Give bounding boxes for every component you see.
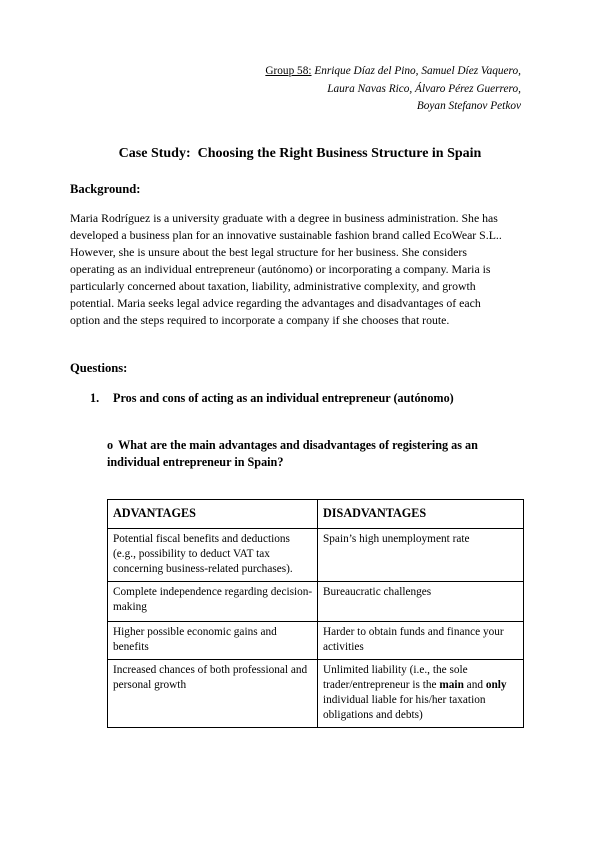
table-row — [108, 660, 524, 728]
sub-question-text-1: What are the main advantages and disadvantages of registering as an — [118, 438, 478, 452]
table-row — [108, 622, 524, 660]
paragraph-line: However, she is unsure about the best legal structure for her business. She considers — [70, 245, 467, 259]
disadvantage-text-post: individual liable for his/her taxation obligations and debts) — [323, 694, 486, 721]
disadvantage-cell — [318, 660, 524, 728]
sub-question-line-1 — [107, 437, 478, 454]
names-line-1: Enrique Díaz del Pino, Samuel Díez Vaquero, — [314, 65, 521, 77]
disadvantage-bold-main: main — [439, 679, 464, 691]
advantage-cell: Complete independence regarding decision-making — [108, 582, 318, 622]
disadvantage-text-pre: Unlimited liability (i.e., the sole trader/entrepreneur is the — [323, 664, 468, 691]
table-row — [108, 582, 524, 622]
question-text: Pros and cons of acting as an individual entrepreneur (autónomo) — [113, 391, 454, 405]
table-header-disadvantages: DISADVANTAGES — [318, 500, 524, 529]
advantages-disadvantages-table — [107, 499, 524, 728]
disadvantage-cell: Harder to obtain funds and finance your activities — [318, 622, 524, 660]
bullet-o-icon: o — [107, 438, 114, 452]
paragraph-line: operating as an individual entrepreneur (autónomo) or incorporating a company. Maria is — [70, 262, 491, 276]
questions-heading: Questions: — [70, 361, 128, 375]
attribution-line-2: Laura Navas Rico, Álvaro Pérez Guerrero, — [327, 82, 521, 95]
header-attribution — [265, 63, 521, 116]
disadvantage-text-mid: and — [463, 679, 486, 691]
document-title: Case Study: Choosing the Right Business Structure in Spain — [118, 146, 482, 161]
attribution-line-3: Boyan Stefanov Petkov — [416, 100, 521, 112]
paragraph-line: Maria Rodríguez is a university graduate with a degree in business administration. She has — [70, 211, 498, 225]
background-heading: Background: — [70, 182, 141, 196]
disadvantage-bold-only: only — [485, 679, 507, 691]
paragraph-line: developed a business plan for an innovative sustainable fashion brand called EcoWear S.L.. — [70, 228, 502, 242]
table-row — [108, 529, 524, 582]
question-item-1 — [90, 391, 454, 406]
attribution-line-1 — [265, 63, 521, 81]
question-number: 1. — [90, 391, 100, 405]
background-paragraph — [70, 210, 502, 329]
group-label: Group 58: — [265, 65, 312, 77]
sub-question — [107, 437, 478, 471]
paragraph-line: potential. Maria seeks legal advice regarding the advantages and disadvantages of each — [70, 296, 481, 310]
table-header-advantages: ADVANTAGES — [108, 500, 318, 529]
paragraph-line: option and the steps required to incorporate a company if she chooses that route. — [70, 313, 450, 327]
paragraph-line: particularly concerned about taxation, liability, administrative complexity, and growth — [70, 279, 476, 293]
advantage-cell: Higher possible economic gains and benefits — [108, 622, 318, 660]
disadvantage-cell: Spain’s high unemployment rate — [318, 529, 524, 582]
sub-question-line-2: individual entrepreneur in Spain? — [107, 455, 284, 469]
advantage-cell: Increased chances of both professional and personal growth — [108, 660, 318, 728]
table-header-row — [108, 500, 524, 529]
advantage-cell: Potential fiscal benefits and deductions (e.g., possibility to deduct VAT tax concerning business-related purchases). — [108, 529, 318, 582]
disadvantage-cell: Bureaucratic challenges — [318, 582, 524, 622]
